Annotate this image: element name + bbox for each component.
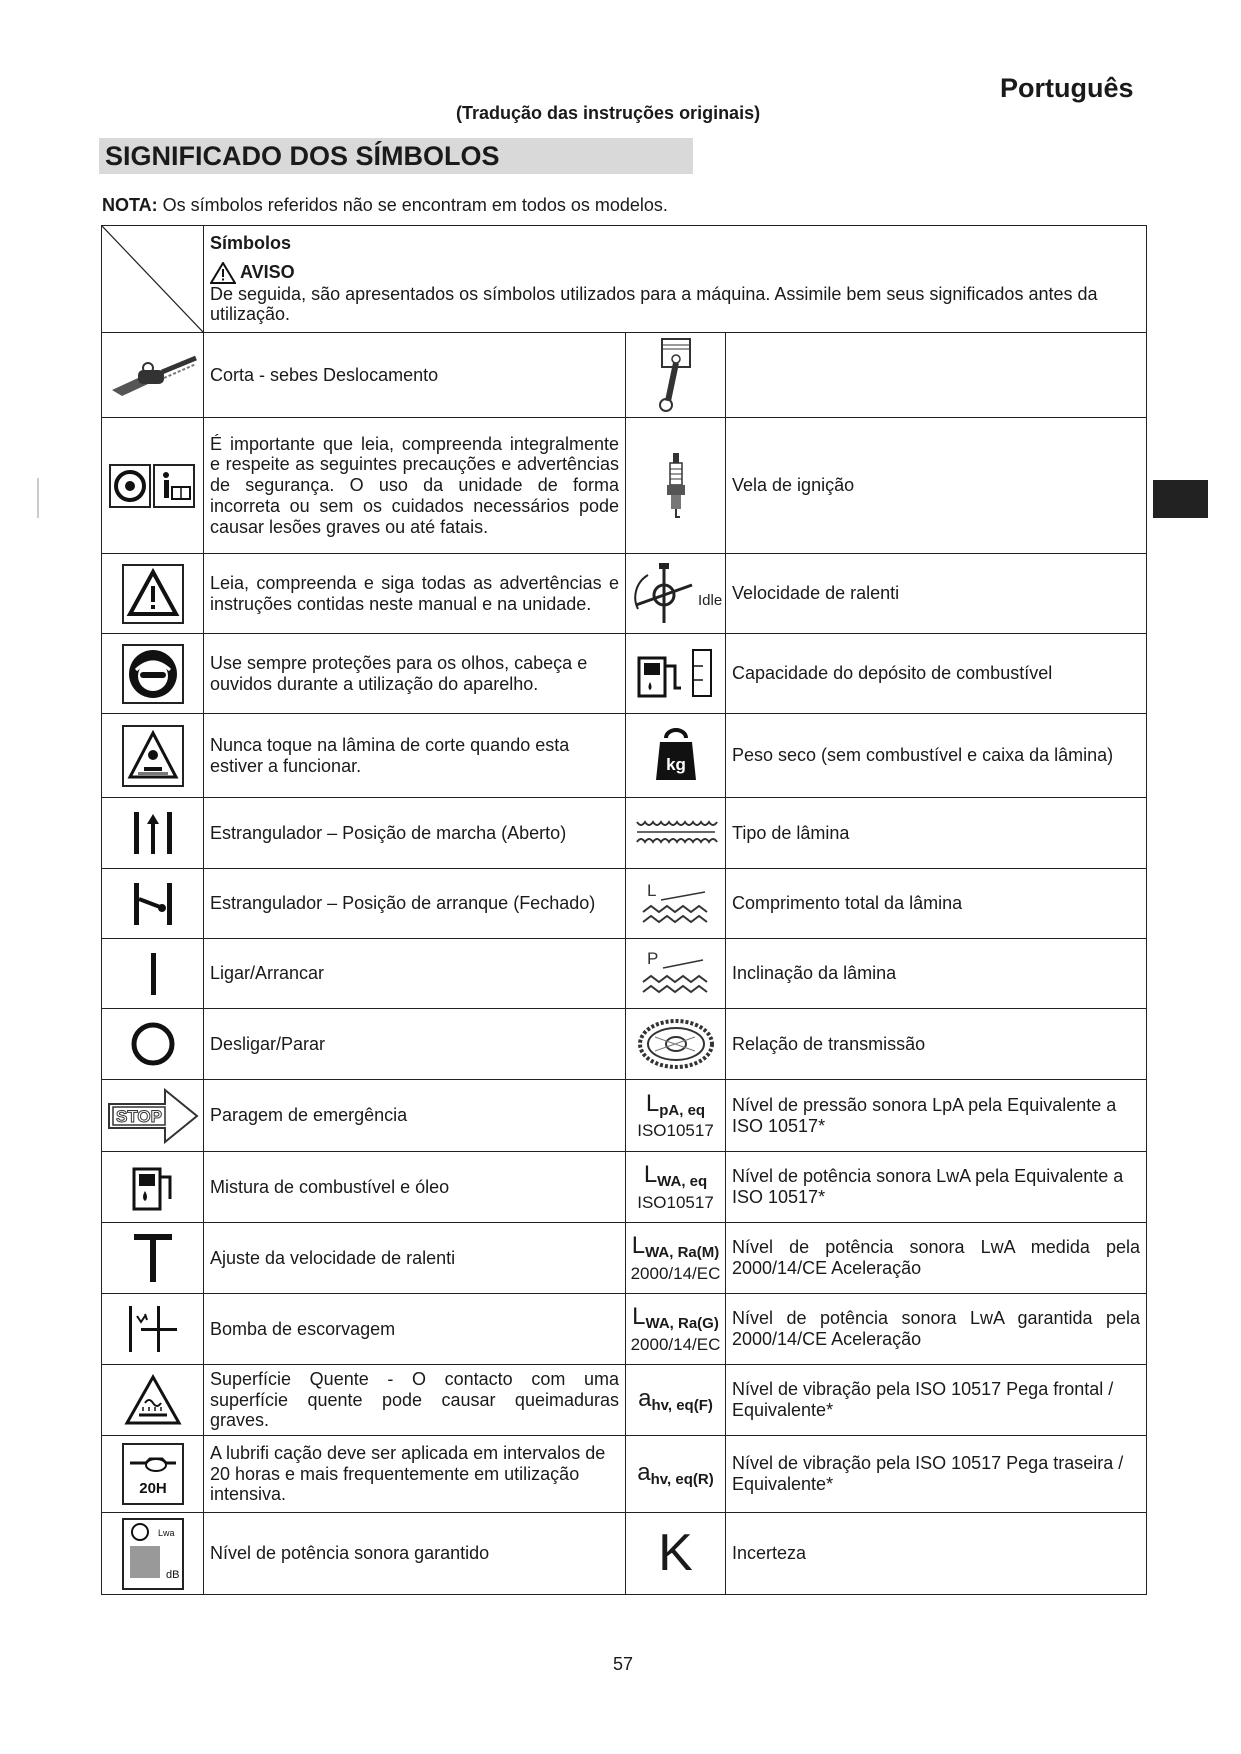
ahv-front-code (626, 1365, 726, 1436)
hedge-trimmer-icon (102, 333, 204, 418)
primer-bulb-icon (102, 1294, 204, 1365)
row-description: Peso seco (sem combustível e caixa da lâmina) (726, 714, 1147, 798)
row-description: Nível de pressão sonora LpA pela Equivalente a ISO 10517* (726, 1080, 1147, 1152)
row-description: Estrangulador – Posição de marcha (Aberto) (204, 798, 626, 869)
lpa-main: L (645, 1089, 660, 1117)
table-row (102, 939, 1147, 1009)
row-description (726, 333, 1147, 418)
blade-length-letter: L (646, 880, 656, 900)
row-description: Relação de transmissão (726, 1009, 1147, 1080)
table-row (102, 714, 1147, 798)
row-description: A lubrifi cação deve ser aplicada em intervalos de 20 horas e mais frequentemente em utilização intensiva. (204, 1436, 626, 1513)
spark-plug-icon (626, 418, 726, 554)
table-header-row (102, 226, 1147, 333)
choke-closed-icon (102, 869, 204, 939)
table-row (102, 1365, 1147, 1436)
row-description: Use sempre proteções para os olhos, cabeça e ouvidos durante a utilização do aparelho. (204, 634, 626, 714)
side-tab-marker (1153, 480, 1208, 518)
idle-adjust-icon (102, 1223, 204, 1294)
section-title: SIGNIFICADO DOS SÍMBOLOS (99, 138, 693, 174)
table-row (102, 1223, 1147, 1294)
row-description: Corta - sebes Deslocamento (204, 333, 626, 418)
blade-length-icon (626, 869, 726, 939)
blade-pitch-icon (626, 939, 726, 1009)
lwa-m-std: 2000/14/EC (630, 1263, 721, 1283)
table-row (102, 634, 1147, 714)
row-description: Ligar/Arrancar (204, 939, 626, 1009)
language-label: Português (1000, 73, 1134, 103)
choke-open-icon (102, 798, 204, 869)
row-description: Paragem de emergência (204, 1080, 626, 1152)
subtitle: (Tradução das instruções originais) (456, 103, 761, 123)
ahv-rear-code (626, 1436, 726, 1513)
piston-icon (626, 333, 726, 418)
lwa-m-sub: WA, Ra(M) (645, 1244, 720, 1262)
table-row (102, 418, 1147, 554)
row-description: Nível de potência sonora LwA medida pela 2000/14/CE Aceleração (726, 1223, 1147, 1294)
row-description: Velocidade de ralenti (726, 554, 1147, 634)
note-text: Os símbolos referidos não se encontram em todos os modelos. (162, 195, 668, 215)
lwa-main: L (643, 1161, 658, 1189)
lwa-g-std: 2000/14/EC (630, 1334, 721, 1354)
row-description: Tipo de lâmina (726, 798, 1147, 869)
row-description: Bomba de escorvagem (204, 1294, 626, 1365)
table-row (102, 869, 1147, 939)
lwa-code (626, 1152, 726, 1223)
lpa-code (626, 1080, 726, 1152)
header-corner-cell (102, 226, 204, 333)
emergency-stop-icon (102, 1080, 204, 1152)
margin-mark (37, 478, 39, 518)
row-description: É importante que leia, compreenda integralmente e respeite as seguintes precauções e advertências de segurança. O uso da unidade de forma incorreta ou sem os cuidados necessários pode causar lesões graves ou até fatais. (204, 418, 626, 554)
lwa-m-main: L (631, 1232, 646, 1260)
blade-pitch-letter: P (646, 948, 658, 968)
row-description: Nível de potência sonora LwA garantida pela 2000/14/CE Aceleração (726, 1294, 1147, 1365)
db-label: dB (165, 1568, 179, 1581)
note-label: NOTA: (102, 195, 158, 215)
table-row (102, 1294, 1147, 1365)
kg-label: kg (665, 754, 686, 774)
fuel-tank-icon (626, 634, 726, 714)
lwa-g-main: L (632, 1303, 646, 1331)
ahv-f-main: a (638, 1385, 652, 1413)
read-manual-icon (102, 418, 204, 554)
table-row (102, 1513, 1147, 1595)
row-description: Nível de potência sonora LwA pela Equivalente a ISO 10517* (726, 1152, 1147, 1223)
warning-text: De seguida, são apresentados os símbolos utilizados para a máquina. Assimile bem seus significados antes da utilização. (210, 283, 1098, 325)
row-description: Nível de vibração pela ISO 10517 Pega frontal / Equivalente* (726, 1365, 1147, 1436)
symbols-title: Símbolos (210, 232, 292, 253)
lpa-std: ISO10517 (637, 1121, 714, 1141)
table-row (102, 1009, 1147, 1080)
lwa-measured-code (626, 1223, 726, 1294)
lwa-sub: WA, eq (657, 1173, 708, 1191)
row-description: Capacidade do depósito de combustível (726, 634, 1147, 714)
lpa-sub: pA, eq (659, 1101, 706, 1119)
table-row (102, 1080, 1147, 1152)
lwa-guaranteed-code (626, 1294, 726, 1365)
fuel-oil-mix-icon (102, 1152, 204, 1223)
row-description: Desligar/Parar (204, 1009, 626, 1080)
idle-label: Idle (697, 591, 722, 609)
warning-label-row (210, 262, 1140, 284)
row-description: Nível de vibração pela ISO 10517 Pega traseira / Equivalente* (726, 1436, 1147, 1513)
symbols-table (101, 225, 1147, 1595)
lwa-g-sub: WA, Ra(G) (645, 1315, 719, 1333)
note (102, 195, 668, 216)
row-description: Nunca toque na lâmina de corte quando esta estiver a funcionar. (204, 714, 626, 798)
hot-surface-icon (102, 1365, 204, 1436)
ahv-f-sub: hv, eq(F) (651, 1397, 713, 1415)
k-letter (626, 1513, 726, 1595)
row-description: Leia, compreenda e siga todas as advertências e instruções contidas neste manual e na unidade. (204, 554, 626, 634)
blade-type-icon (626, 798, 726, 869)
table-row (102, 798, 1147, 869)
warning-label: AVISO (240, 262, 295, 283)
row-description: Comprimento total da lâmina (726, 869, 1147, 939)
lubrication-icon (102, 1436, 204, 1513)
table-row (102, 1152, 1147, 1223)
row-description: Estrangulador – Posição de arranque (Fechado) (204, 869, 626, 939)
gear-ratio-icon (626, 1009, 726, 1080)
blade-hazard-icon (102, 714, 204, 798)
lwa-small-label: Lwa (157, 1527, 175, 1538)
sound-power-icon (102, 1513, 204, 1595)
table-row (102, 1436, 1147, 1513)
head-protection-icon (102, 634, 204, 714)
lwa-std: ISO10517 (637, 1192, 714, 1212)
row-description: Ajuste da velocidade de ralenti (204, 1223, 626, 1294)
table-row (102, 333, 1147, 418)
row-description: Nível de potência sonora garantido (204, 1513, 626, 1595)
start-icon (102, 939, 204, 1009)
table-header-cell (204, 226, 1147, 333)
idle-speed-icon (626, 554, 726, 634)
hours-label: 20H (138, 1480, 167, 1497)
warning-triangle-icon (102, 554, 204, 634)
row-description: Mistura de combustível e óleo (204, 1152, 626, 1223)
row-description: Superfície Quente - O contacto com uma superfície quente pode causar queimaduras graves. (204, 1365, 626, 1436)
ahv-r-sub: hv, eq(R) (650, 1471, 714, 1489)
stop-circle-icon (102, 1009, 204, 1080)
table-row (102, 554, 1147, 634)
row-description: Vela de ignição (726, 418, 1147, 554)
k-letter-text: K (658, 1523, 693, 1582)
stop-label: STOP (115, 1106, 162, 1126)
weight-icon (626, 714, 726, 798)
page-number: 57 (613, 1654, 634, 1674)
ahv-r-main: a (637, 1459, 651, 1487)
row-description: Inclinação da lâmina (726, 939, 1147, 1009)
warning-small-icon (210, 262, 236, 284)
row-description: Incerteza (726, 1513, 1147, 1595)
